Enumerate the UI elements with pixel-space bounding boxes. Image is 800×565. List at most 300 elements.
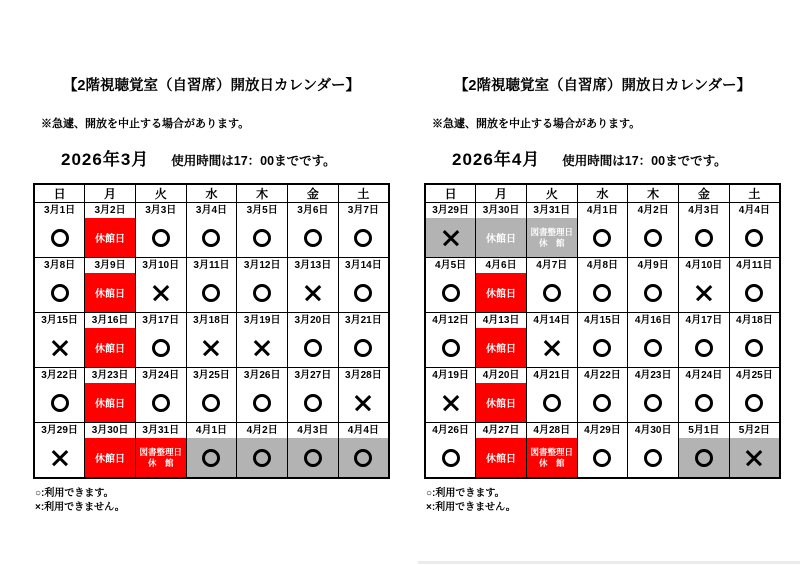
weekday-header: 木	[628, 184, 679, 203]
day-date-label: 4月4日	[730, 203, 779, 218]
day-cell	[679, 368, 730, 423]
circle-open-mark-icon	[304, 394, 322, 412]
closed-day-body	[476, 273, 526, 312]
day-cell	[628, 313, 679, 368]
day-date-label: 3月14日	[339, 258, 388, 273]
circle-open-mark-icon	[152, 394, 170, 412]
open-day-body	[730, 328, 779, 367]
open-day-body	[628, 273, 678, 312]
open-day-body	[426, 438, 475, 477]
day-date-label: 3月2日	[85, 203, 135, 218]
open-day-body	[628, 218, 678, 257]
open-day-body	[187, 383, 237, 422]
day-date-label: 3月6日	[288, 203, 338, 218]
day-cell	[338, 368, 389, 423]
open-day-body	[136, 218, 186, 257]
day-cell	[425, 423, 476, 479]
day-cell	[679, 423, 730, 479]
day-cell	[85, 423, 136, 479]
weekday-header: 火	[135, 184, 186, 203]
day-cell	[628, 258, 679, 313]
day-date-label: 4月2日	[628, 203, 678, 218]
open-day-body	[730, 218, 779, 257]
closed-day-body	[476, 218, 526, 257]
open-day-body	[35, 218, 84, 257]
weekday-header: 木	[237, 184, 288, 203]
closed-day-label: 休館日	[95, 344, 126, 355]
day-date-label: 4月18日	[730, 313, 779, 328]
day-cell	[476, 368, 527, 423]
weekday-header: 土	[338, 184, 389, 203]
day-date-label: 4月1日	[578, 203, 628, 218]
day-cell	[526, 258, 577, 313]
day-date-label: 3月25日	[187, 368, 237, 383]
day-cell	[237, 258, 288, 313]
calendar-title: 【2階視聴覚室（自習席）開放日カレンダー】	[453, 78, 752, 94]
day-date-label: 3月20日	[288, 313, 338, 328]
day-date-label: 3月1日	[35, 203, 84, 218]
circle-open-mark-icon	[202, 449, 220, 467]
open-day-body	[578, 273, 628, 312]
cross-unavailable-mark-icon	[442, 394, 460, 412]
day-cell	[186, 258, 237, 313]
closed-day-label: 休館日	[95, 454, 126, 465]
day-cell	[34, 203, 85, 258]
day-date-label: 4月29日	[578, 423, 628, 438]
closed-day-body	[85, 273, 135, 312]
closed-day-label: 休館日	[95, 289, 126, 300]
closed-day-label: 休館日	[95, 234, 126, 245]
day-date-label: 3月8日	[35, 258, 84, 273]
day-date-label: 4月17日	[679, 313, 729, 328]
closed-day-label: 休館日	[486, 454, 517, 465]
day-cell	[526, 423, 577, 479]
day-date-label: 4月3日	[679, 203, 729, 218]
day-date-label: 4月20日	[476, 368, 526, 383]
circle-open-mark-icon	[152, 229, 170, 247]
closed-day-body	[85, 383, 135, 422]
month-row	[61, 145, 390, 170]
day-date-label: 4月7日	[527, 258, 577, 273]
day-cell	[476, 258, 527, 313]
cancel-notice: ※急遽、開放を中止する場合があります。	[41, 118, 250, 130]
unavailable-day-body	[35, 328, 84, 367]
open-day-body	[426, 328, 475, 367]
closed-day-label: 休館日	[486, 289, 517, 300]
circle-open-mark-icon	[354, 339, 372, 357]
open-day-body	[237, 383, 287, 422]
circle-open-mark-icon	[442, 284, 460, 302]
day-cell	[729, 368, 780, 423]
open-day-body	[578, 438, 628, 477]
open-day-body	[578, 328, 628, 367]
closed-day-body	[476, 383, 526, 422]
day-cell	[237, 203, 288, 258]
day-cell	[729, 313, 780, 368]
closed-day-body	[476, 328, 526, 367]
day-date-label: 3月12日	[237, 258, 287, 273]
month-label: 2026年3月	[61, 150, 150, 169]
calendar-panel-april	[424, 68, 781, 514]
circle-open-mark-icon	[202, 394, 220, 412]
open-day-body	[237, 218, 287, 257]
open-day-body	[578, 383, 628, 422]
day-date-label: 5月1日	[679, 423, 729, 438]
day-date-label: 4月11日	[730, 258, 779, 273]
circle-open-mark-icon	[644, 229, 662, 247]
weekday-header: 水	[186, 184, 237, 203]
day-date-label: 3月11日	[187, 258, 237, 273]
day-cell	[85, 258, 136, 313]
day-date-label: 3月30日	[476, 203, 526, 218]
open-day-body	[628, 383, 678, 422]
day-cell	[135, 258, 186, 313]
circle-open-mark-icon	[202, 229, 220, 247]
day-date-label: 3月3日	[136, 203, 186, 218]
day-date-label: 3月22日	[35, 368, 84, 383]
closed-day-body	[85, 328, 135, 367]
day-date-label: 4月16日	[628, 313, 678, 328]
circle-open-mark-icon	[593, 339, 611, 357]
weekday-header: 月	[476, 184, 527, 203]
library-sorting-closed-label: 図書整理日 休 館	[530, 446, 574, 468]
open-day-body	[187, 438, 237, 477]
legend	[35, 487, 390, 514]
day-date-label: 3月29日	[35, 423, 84, 438]
open-day-body	[187, 273, 237, 312]
day-date-label: 4月15日	[578, 313, 628, 328]
day-date-label: 3月13日	[288, 258, 338, 273]
cross-unavailable-mark-icon	[745, 449, 763, 467]
open-day-body	[237, 273, 287, 312]
day-date-label: 3月15日	[35, 313, 84, 328]
day-cell	[476, 313, 527, 368]
day-cell	[729, 203, 780, 258]
day-cell	[679, 313, 730, 368]
closed-day-body	[527, 438, 577, 477]
day-date-label: 3月7日	[339, 203, 388, 218]
unavailable-day-body	[288, 273, 338, 312]
circle-open-mark-icon	[304, 229, 322, 247]
cross-unavailable-mark-icon	[152, 284, 170, 302]
day-date-label: 4月23日	[628, 368, 678, 383]
day-date-label: 4月30日	[628, 423, 678, 438]
day-date-label: 4月14日	[527, 313, 577, 328]
scan-artifact-line	[418, 561, 800, 564]
closed-day-label: 休館日	[486, 399, 517, 410]
day-cell	[186, 368, 237, 423]
day-cell	[679, 258, 730, 313]
day-date-label: 3月24日	[136, 368, 186, 383]
circle-open-mark-icon	[644, 339, 662, 357]
unavailable-day-body	[339, 383, 388, 422]
day-cell	[186, 423, 237, 479]
day-cell	[577, 423, 628, 479]
circle-open-mark-icon	[593, 449, 611, 467]
calendar-title: 【2階視聴覚室（自習席）開放日カレンダー】	[62, 78, 361, 94]
circle-open-mark-icon	[354, 229, 372, 247]
calendar-table	[33, 183, 390, 479]
open-day-body	[136, 328, 186, 367]
legend	[426, 487, 781, 514]
day-date-label: 3月4日	[187, 203, 237, 218]
day-cell	[577, 203, 628, 258]
circle-open-mark-icon	[695, 394, 713, 412]
day-date-label: 4月1日	[187, 423, 237, 438]
day-cell	[338, 258, 389, 313]
day-date-label: 4月4日	[339, 423, 388, 438]
closed-day-label: 休館日	[486, 344, 517, 355]
circle-open-mark-icon	[695, 229, 713, 247]
day-cell	[338, 203, 389, 258]
cross-unavailable-mark-icon	[202, 339, 220, 357]
closed-day-body	[476, 438, 526, 477]
day-date-label: 3月30日	[85, 423, 135, 438]
circle-open-mark-icon	[51, 229, 69, 247]
circle-open-mark-icon	[442, 449, 460, 467]
day-cell	[577, 368, 628, 423]
open-day-body	[288, 328, 338, 367]
weekday-header: 水	[577, 184, 628, 203]
closed-day-body	[85, 438, 135, 477]
day-cell	[288, 368, 339, 423]
cancel-notice: ※急遽、開放を中止する場合があります。	[432, 118, 641, 130]
legend-closed-line: ×:利用できません。	[426, 501, 516, 513]
circle-open-mark-icon	[253, 394, 271, 412]
circle-open-mark-icon	[644, 449, 662, 467]
circle-open-mark-icon	[695, 339, 713, 357]
cross-unavailable-mark-icon	[253, 339, 271, 357]
weekday-header: 金	[679, 184, 730, 203]
day-cell	[85, 313, 136, 368]
unavailable-day-body	[237, 328, 287, 367]
circle-open-mark-icon	[304, 449, 322, 467]
open-day-body	[628, 328, 678, 367]
weekday-header: 日	[34, 184, 85, 203]
day-cell	[628, 203, 679, 258]
day-cell	[425, 258, 476, 313]
day-cell	[628, 423, 679, 479]
day-cell	[425, 368, 476, 423]
open-day-body	[339, 273, 388, 312]
day-cell	[186, 203, 237, 258]
day-date-label: 4月8日	[578, 258, 628, 273]
day-cell	[288, 258, 339, 313]
circle-open-mark-icon	[442, 339, 460, 357]
cross-unavailable-mark-icon	[543, 339, 561, 357]
open-day-body	[288, 218, 338, 257]
day-cell	[425, 313, 476, 368]
day-date-label: 4月13日	[476, 313, 526, 328]
unavailable-day-body	[426, 218, 475, 257]
open-day-body	[730, 273, 779, 312]
calendar-panel-march	[33, 68, 390, 514]
day-date-label: 4月6日	[476, 258, 526, 273]
closed-day-label: 休館日	[486, 234, 517, 245]
day-cell	[34, 258, 85, 313]
closed-day-label: 休館日	[95, 399, 126, 410]
day-date-label: 3月31日	[527, 203, 577, 218]
unavailable-day-body	[35, 438, 84, 477]
open-day-body	[187, 218, 237, 257]
open-day-body	[288, 383, 338, 422]
day-date-label: 4月12日	[426, 313, 475, 328]
day-cell	[526, 368, 577, 423]
day-cell	[476, 203, 527, 258]
open-day-body	[426, 273, 475, 312]
open-day-body	[527, 383, 577, 422]
day-date-label: 3月23日	[85, 368, 135, 383]
circle-open-mark-icon	[745, 284, 763, 302]
circle-open-mark-icon	[745, 339, 763, 357]
open-day-body	[578, 218, 628, 257]
day-date-label: 4月26日	[426, 423, 475, 438]
legend-closed-line: ×:利用できません。	[35, 501, 125, 513]
closed-day-body	[136, 438, 186, 477]
day-cell	[338, 423, 389, 479]
day-cell	[237, 313, 288, 368]
day-date-label: 3月18日	[187, 313, 237, 328]
unavailable-day-body	[426, 383, 475, 422]
weekday-header: 金	[288, 184, 339, 203]
day-cell	[186, 313, 237, 368]
day-date-label: 5月2日	[730, 423, 779, 438]
day-cell	[425, 203, 476, 258]
open-day-body	[237, 438, 287, 477]
circle-open-mark-icon	[354, 449, 372, 467]
day-cell	[34, 368, 85, 423]
circle-open-mark-icon	[354, 284, 372, 302]
cross-unavailable-mark-icon	[304, 284, 322, 302]
day-date-label: 4月21日	[527, 368, 577, 383]
day-date-label: 4月3日	[288, 423, 338, 438]
circle-open-mark-icon	[745, 229, 763, 247]
day-date-label: 4月28日	[527, 423, 577, 438]
open-day-body	[136, 383, 186, 422]
day-cell	[85, 203, 136, 258]
open-day-body	[628, 438, 678, 477]
closed-day-body	[85, 218, 135, 257]
day-cell	[679, 203, 730, 258]
day-cell	[577, 313, 628, 368]
month-row	[452, 145, 781, 170]
circle-open-mark-icon	[152, 339, 170, 357]
day-cell	[288, 423, 339, 479]
circle-open-mark-icon	[644, 284, 662, 302]
circle-open-mark-icon	[202, 284, 220, 302]
circle-open-mark-icon	[543, 284, 561, 302]
legend-open-line: ○:利用できます。	[426, 488, 505, 499]
day-cell	[237, 423, 288, 479]
circle-open-mark-icon	[745, 394, 763, 412]
circle-open-mark-icon	[253, 284, 271, 302]
usage-time-note: 使用時間は17：00までです。	[171, 154, 336, 168]
day-date-label: 3月29日	[426, 203, 475, 218]
day-cell	[526, 203, 577, 258]
day-cell	[526, 313, 577, 368]
open-day-body	[288, 438, 338, 477]
open-day-body	[339, 328, 388, 367]
cross-unavailable-mark-icon	[354, 394, 372, 412]
day-cell	[34, 313, 85, 368]
month-label: 2026年4月	[452, 150, 541, 169]
circle-open-mark-icon	[51, 394, 69, 412]
cross-unavailable-mark-icon	[695, 284, 713, 302]
day-cell	[288, 313, 339, 368]
open-day-body	[339, 438, 388, 477]
legend-open-line: ○:利用できます。	[35, 488, 114, 499]
day-date-label: 3月31日	[136, 423, 186, 438]
day-cell	[85, 368, 136, 423]
calendar-table	[424, 183, 781, 479]
day-date-label: 4月24日	[679, 368, 729, 383]
day-date-label: 4月25日	[730, 368, 779, 383]
day-date-label: 3月28日	[339, 368, 388, 383]
day-cell	[476, 423, 527, 479]
day-cell	[729, 258, 780, 313]
circle-open-mark-icon	[593, 284, 611, 302]
circle-open-mark-icon	[253, 229, 271, 247]
unavailable-day-body	[679, 273, 729, 312]
day-date-label: 3月21日	[339, 313, 388, 328]
closed-day-body	[527, 218, 577, 257]
day-cell	[338, 313, 389, 368]
day-date-label: 3月17日	[136, 313, 186, 328]
open-day-body	[35, 383, 84, 422]
day-cell	[729, 423, 780, 479]
day-cell	[135, 423, 186, 479]
day-date-label: 4月10日	[679, 258, 729, 273]
circle-open-mark-icon	[253, 449, 271, 467]
weekday-header: 日	[425, 184, 476, 203]
unavailable-day-body	[730, 438, 779, 477]
circle-open-mark-icon	[304, 339, 322, 357]
circle-open-mark-icon	[543, 394, 561, 412]
day-date-label: 4月5日	[426, 258, 475, 273]
cross-unavailable-mark-icon	[51, 339, 69, 357]
day-date-label: 3月27日	[288, 368, 338, 383]
day-cell	[288, 203, 339, 258]
cross-unavailable-mark-icon	[442, 229, 460, 247]
circle-open-mark-icon	[644, 394, 662, 412]
circle-open-mark-icon	[51, 284, 69, 302]
weekday-header: 土	[729, 184, 780, 203]
day-date-label: 3月19日	[237, 313, 287, 328]
day-date-label: 3月9日	[85, 258, 135, 273]
open-day-body	[35, 273, 84, 312]
library-sorting-closed-label: 図書整理日 休 館	[139, 446, 183, 468]
day-cell	[577, 258, 628, 313]
day-cell	[135, 313, 186, 368]
circle-open-mark-icon	[593, 394, 611, 412]
day-cell	[135, 203, 186, 258]
circle-open-mark-icon	[695, 449, 713, 467]
unavailable-day-body	[136, 273, 186, 312]
day-cell	[237, 368, 288, 423]
open-day-body	[679, 438, 729, 477]
day-cell	[135, 368, 186, 423]
open-day-body	[679, 218, 729, 257]
day-date-label: 4月19日	[426, 368, 475, 383]
day-date-label: 3月16日	[85, 313, 135, 328]
unavailable-day-body	[527, 328, 577, 367]
weekday-header: 火	[526, 184, 577, 203]
day-date-label: 4月2日	[237, 423, 287, 438]
day-date-label: 4月22日	[578, 368, 628, 383]
day-cell	[34, 423, 85, 479]
day-date-label: 4月27日	[476, 423, 526, 438]
unavailable-day-body	[187, 328, 237, 367]
